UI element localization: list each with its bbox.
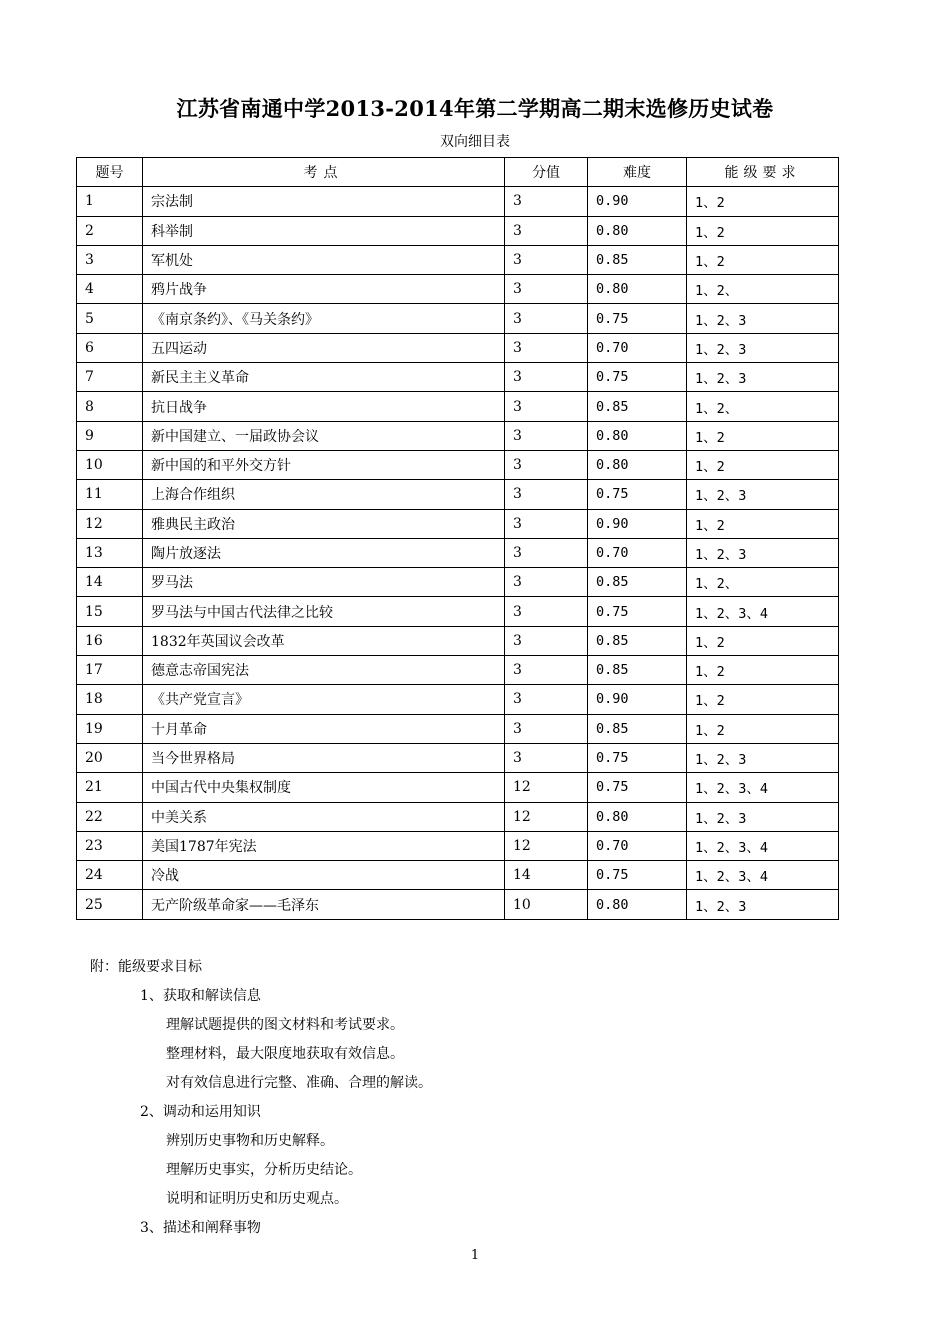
cell-ability-level: 1、2、3、4 <box>687 597 839 626</box>
notes-item: 整理材料，最大限度地获取有效信息。 <box>166 1046 404 1062</box>
cell-question-no: 9 <box>77 421 143 450</box>
cell-topic: 科举制 <box>143 216 505 245</box>
table-row <box>77 656 839 685</box>
cell-question-no: 1 <box>77 187 143 216</box>
cell-score: 12 <box>505 802 588 831</box>
cell-difficulty: 0.80 <box>588 802 687 831</box>
cell-difficulty: 0.80 <box>588 421 687 450</box>
cell-score: 3 <box>505 597 588 626</box>
cell-score: 12 <box>505 831 588 860</box>
cell-score: 3 <box>505 333 588 362</box>
notes-heading: 附：能级要求目标 <box>90 959 202 975</box>
notes-item: 说明和证明历史和历史观点。 <box>166 1191 348 1207</box>
cell-difficulty: 0.80 <box>588 890 687 919</box>
cell-ability-level: 1、2、3、4 <box>687 773 839 802</box>
cell-difficulty: 0.85 <box>588 656 687 685</box>
cell-ability-level: 1、2 <box>687 421 839 450</box>
cell-ability-level: 1、2、3 <box>687 304 839 333</box>
cell-ability-level: 1、2 <box>687 685 839 714</box>
cell-difficulty: 0.80 <box>588 275 687 304</box>
cell-ability-level: 1、2、3、4 <box>687 861 839 890</box>
cell-score: 3 <box>505 304 588 333</box>
cell-difficulty: 0.75 <box>588 363 687 392</box>
cell-difficulty: 0.75 <box>588 304 687 333</box>
cell-difficulty: 0.80 <box>588 450 687 479</box>
table-row <box>77 480 839 509</box>
table-row <box>77 743 839 772</box>
table-row <box>77 275 839 304</box>
cell-score: 3 <box>505 450 588 479</box>
notes-section <box>90 953 432 1243</box>
table-row <box>77 363 839 392</box>
cell-score: 14 <box>505 861 588 890</box>
notes-item: 理解历史事实，分析历史结论。 <box>166 1162 362 1178</box>
cell-score: 3 <box>505 392 588 421</box>
cell-score: 3 <box>505 685 588 714</box>
cell-question-no: 15 <box>77 597 143 626</box>
cell-score: 3 <box>505 480 588 509</box>
cell-score: 3 <box>505 363 588 392</box>
cell-topic: 抗日战争 <box>143 392 505 421</box>
table-header-row <box>77 158 839 187</box>
cell-ability-level: 1、2、 <box>687 392 839 421</box>
cell-topic: 鸦片战争 <box>143 275 505 304</box>
header-ability-level: 能级要求 <box>687 158 839 187</box>
cell-ability-level: 1、2、3 <box>687 363 839 392</box>
cell-topic: 美国1787年宪法 <box>143 831 505 860</box>
cell-question-no: 3 <box>77 245 143 274</box>
table-row <box>77 392 839 421</box>
cell-topic: 雅典民主政治 <box>143 509 505 538</box>
table-row <box>77 509 839 538</box>
cell-topic: 上海合作组织 <box>143 480 505 509</box>
cell-question-no: 13 <box>77 538 143 567</box>
cell-topic: 当今世界格局 <box>143 743 505 772</box>
table-row <box>77 597 839 626</box>
cell-topic: 五四运动 <box>143 333 505 362</box>
table-row <box>77 216 839 245</box>
cell-topic: 中国古代中央集权制度 <box>143 773 505 802</box>
table-row <box>77 304 839 333</box>
table-row <box>77 421 839 450</box>
cell-question-no: 25 <box>77 890 143 919</box>
cell-difficulty: 0.75 <box>588 743 687 772</box>
cell-topic: 新民主主义革命 <box>143 363 505 392</box>
cell-ability-level: 1、2 <box>687 714 839 743</box>
table-row <box>77 450 839 479</box>
cell-score: 3 <box>505 656 588 685</box>
cell-score: 3 <box>505 743 588 772</box>
cell-score: 10 <box>505 890 588 919</box>
table-row <box>77 333 839 362</box>
notes-item: 对有效信息进行完整、准确、合理的解读。 <box>166 1075 432 1091</box>
cell-topic: 军机处 <box>143 245 505 274</box>
document-title: 江苏省南通中学2013-2014年第二学期高二期末选修历史试卷 <box>176 96 774 121</box>
cell-ability-level: 1、2、3 <box>687 333 839 362</box>
cell-question-no: 14 <box>77 568 143 597</box>
cell-topic: 新中国建立、一届政协会议 <box>143 421 505 450</box>
notes-section-title: 2、调动和运用知识 <box>140 1104 261 1120</box>
cell-score: 12 <box>505 773 588 802</box>
cell-ability-level: 1、2 <box>687 187 839 216</box>
cell-difficulty: 0.75 <box>588 861 687 890</box>
cell-score: 3 <box>505 275 588 304</box>
cell-score: 3 <box>505 245 588 274</box>
notes-item: 理解试题提供的图文材料和考试要求。 <box>166 1017 404 1033</box>
cell-question-no: 11 <box>77 480 143 509</box>
cell-score: 3 <box>505 568 588 597</box>
cell-ability-level: 1、2、3 <box>687 480 839 509</box>
cell-question-no: 23 <box>77 831 143 860</box>
notes-section-title: 3、描述和阐释事物 <box>140 1220 261 1236</box>
cell-topic: 《南京条约》、《马关条约》 <box>143 304 505 333</box>
table-row <box>77 714 839 743</box>
cell-difficulty: 0.85 <box>588 626 687 655</box>
cell-score: 3 <box>505 538 588 567</box>
header-topic: 考点 <box>143 158 505 187</box>
cell-difficulty: 0.70 <box>588 333 687 362</box>
cell-difficulty: 0.90 <box>588 187 687 216</box>
notes-section-title: 1、获取和解读信息 <box>140 988 261 1004</box>
cell-ability-level: 1、2 <box>687 656 839 685</box>
cell-ability-level: 1、2 <box>687 245 839 274</box>
cell-question-no: 20 <box>77 743 143 772</box>
cell-topic: 十月革命 <box>143 714 505 743</box>
table-row <box>77 831 839 860</box>
cell-topic: 罗马法 <box>143 568 505 597</box>
cell-question-no: 21 <box>77 773 143 802</box>
cell-question-no: 17 <box>77 656 143 685</box>
table-row <box>77 802 839 831</box>
specification-table <box>76 157 839 920</box>
table-row <box>77 861 839 890</box>
cell-difficulty: 0.75 <box>588 597 687 626</box>
table-row <box>77 245 839 274</box>
cell-question-no: 12 <box>77 509 143 538</box>
cell-difficulty: 0.85 <box>588 245 687 274</box>
cell-ability-level: 1、2 <box>687 216 839 245</box>
cell-difficulty: 0.90 <box>588 509 687 538</box>
cell-topic: 无产阶级革命家——毛泽东 <box>143 890 505 919</box>
table-row <box>77 568 839 597</box>
cell-question-no: 22 <box>77 802 143 831</box>
cell-topic: 新中国的和平外交方针 <box>143 450 505 479</box>
cell-question-no: 4 <box>77 275 143 304</box>
cell-difficulty: 0.70 <box>588 538 687 567</box>
cell-ability-level: 1、2 <box>687 626 839 655</box>
cell-difficulty: 0.90 <box>588 685 687 714</box>
cell-ability-level: 1、2、 <box>687 568 839 597</box>
cell-question-no: 8 <box>77 392 143 421</box>
cell-ability-level: 1、2 <box>687 450 839 479</box>
cell-difficulty: 0.70 <box>588 831 687 860</box>
cell-topic: 中美关系 <box>143 802 505 831</box>
cell-ability-level: 1、2、3、4 <box>687 831 839 860</box>
cell-question-no: 19 <box>77 714 143 743</box>
cell-topic: 《共产党宣言》 <box>143 685 505 714</box>
cell-difficulty: 0.75 <box>588 773 687 802</box>
page-number: 1 <box>470 1248 480 1263</box>
table-row <box>77 890 839 919</box>
header-score: 分值 <box>505 158 588 187</box>
cell-topic: 1832年英国议会改革 <box>143 626 505 655</box>
cell-score: 3 <box>505 216 588 245</box>
cell-difficulty: 0.85 <box>588 714 687 743</box>
cell-score: 3 <box>505 187 588 216</box>
header-difficulty: 难度 <box>588 158 687 187</box>
cell-ability-level: 1、2、3 <box>687 538 839 567</box>
cell-ability-level: 1、2 <box>687 509 839 538</box>
cell-question-no: 10 <box>77 450 143 479</box>
cell-ability-level: 1、2、3 <box>687 802 839 831</box>
cell-ability-level: 1、2、3 <box>687 743 839 772</box>
table-body <box>77 187 839 919</box>
table-row <box>77 626 839 655</box>
cell-question-no: 2 <box>77 216 143 245</box>
cell-topic: 罗马法与中国古代法律之比较 <box>143 597 505 626</box>
cell-difficulty: 0.75 <box>588 480 687 509</box>
cell-topic: 德意志帝国宪法 <box>143 656 505 685</box>
cell-question-no: 24 <box>77 861 143 890</box>
cell-difficulty: 0.80 <box>588 216 687 245</box>
table-row <box>77 538 839 567</box>
cell-question-no: 18 <box>77 685 143 714</box>
document-subtitle: 双向细目表 <box>440 134 510 150</box>
table-row <box>77 773 839 802</box>
table-row <box>77 685 839 714</box>
notes-item: 辨别历史事物和历史解释。 <box>166 1133 334 1149</box>
cell-score: 3 <box>505 626 588 655</box>
cell-score: 3 <box>505 509 588 538</box>
cell-difficulty: 0.85 <box>588 392 687 421</box>
cell-ability-level: 1、2、3 <box>687 890 839 919</box>
cell-question-no: 16 <box>77 626 143 655</box>
cell-topic: 冷战 <box>143 861 505 890</box>
cell-score: 3 <box>505 421 588 450</box>
cell-topic: 陶片放逐法 <box>143 538 505 567</box>
cell-score: 3 <box>505 714 588 743</box>
table-row <box>77 187 839 216</box>
cell-question-no: 6 <box>77 333 143 362</box>
header-question-no: 题号 <box>77 158 143 187</box>
cell-ability-level: 1、2、 <box>687 275 839 304</box>
cell-question-no: 7 <box>77 363 143 392</box>
cell-topic: 宗法制 <box>143 187 505 216</box>
cell-difficulty: 0.85 <box>588 568 687 597</box>
cell-question-no: 5 <box>77 304 143 333</box>
